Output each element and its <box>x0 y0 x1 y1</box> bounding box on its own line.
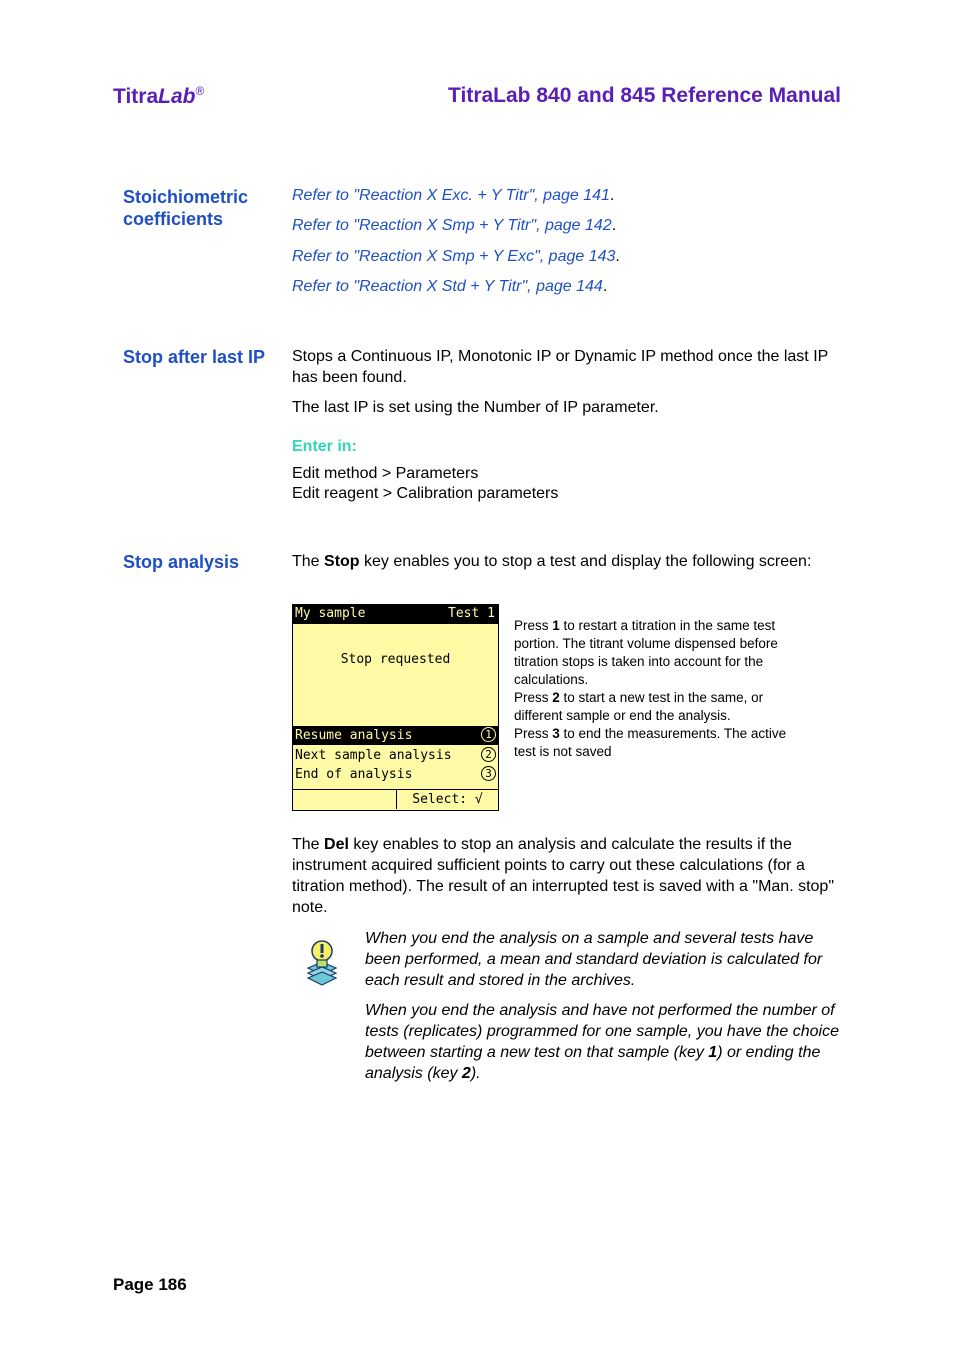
section-heading-stop-analysis: Stop analysis <box>123 552 240 572</box>
screen-softkey-bar <box>293 789 498 810</box>
softkey-left[interactable] <box>293 790 397 809</box>
paragraph: Stops a Continuous IP, Monotonic IP or Dynamic IP method once the last IP has been found. <box>292 348 829 386</box>
paragraph: The last IP is set using the Number of IP parameter. <box>292 399 659 416</box>
reference-link[interactable]: Refer to "Reaction X Std + Y Titr", page 144. <box>292 278 608 295</box>
test-number: Test 1 <box>448 606 495 621</box>
section-heading-stop-after-last-ip: Stop after last IP <box>123 347 266 367</box>
reference-link[interactable]: Refer to "Reaction X Smp + Y Exc", page 143. <box>292 248 620 265</box>
key-1-icon: 1 <box>481 727 496 742</box>
tip-paragraph: When you end the analysis and have not performed the number of tests (replicates) programmed for one sample, you have the choice between starting a new test on that sample (key 1) or ending the analysis (key 2). <box>365 1002 840 1082</box>
menu-option-resume[interactable]: Resume analysis 1 <box>293 726 498 745</box>
menu-path: Edit reagent > Calibration parameters <box>292 485 559 502</box>
sample-name: My sample <box>295 606 366 621</box>
instrument-screen <box>292 604 499 811</box>
note-key-1: Press 1 to restart a titration in the same test portion. The titrant volume dispensed before titration stops is taken into account for the calculations. <box>514 618 778 687</box>
screen-message: Stop requested <box>340 652 451 667</box>
select-softkey[interactable]: Select: √ <box>412 792 483 807</box>
key-2-icon: 2 <box>481 747 496 762</box>
note-key-3: Press 3 to end the measurements. The active test is not saved <box>514 726 787 759</box>
lightbulb-tip-icon <box>304 938 340 986</box>
key-notes <box>514 617 804 761</box>
paragraph: The Del key enables to stop an analysis and calculate the results if the instrument acquired sufficient points to carry out these calculations (for a titration method). The result of an interrupted test is saved with a "Man. stop" note. <box>292 836 834 916</box>
reference-link[interactable]: Refer to "Reaction X Exc. + Y Titr", page 141. <box>292 187 615 204</box>
menu-option-end[interactable]: End of analysis 3 <box>293 765 498 784</box>
checkmark-icon: √ <box>474 792 483 807</box>
page-number: Page 186 <box>113 1275 187 1294</box>
manual-title: TitraLab 840 and 845 Reference Manual <box>448 84 841 107</box>
brand-logo: TitraLab® <box>113 84 205 108</box>
paragraph: The Stop key enables you to stop a test and display the following screen: <box>292 553 812 570</box>
menu-path: Edit method > Parameters <box>292 465 479 482</box>
screen-title-bar <box>293 605 498 624</box>
note-key-2: Press 2 to start a new test in the same, or different sample or end the analysis. <box>514 690 764 723</box>
reference-link[interactable]: Refer to "Reaction X Smp + Y Titr", page 142. <box>292 217 617 234</box>
enter-in-label: Enter in: <box>292 438 357 455</box>
tip-paragraph: When you end the analysis on a sample and several tests have been performed, a mean and standard deviation is calculated for each result and stored in the archives. <box>365 930 823 989</box>
key-3-icon: 3 <box>481 766 496 781</box>
section-heading-stoichiometric: Stoichiometric coefficients <box>123 187 249 229</box>
menu-option-next-sample[interactable]: Next sample analysis 2 <box>293 746 498 765</box>
